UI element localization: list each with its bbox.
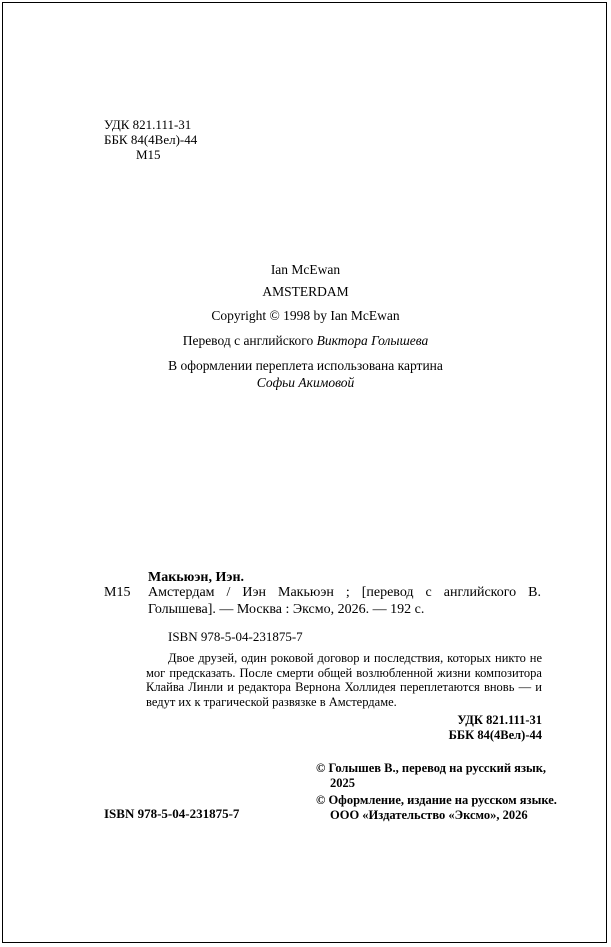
catalog-bbk: ББК 84(4Вел)-44 (448, 728, 542, 742)
classification-codes (104, 117, 197, 162)
translation-copyright-year: 2025 (330, 776, 355, 790)
title-en: AMSTERDAM (262, 284, 349, 299)
translation-copyright: © Голышев В., перевод на русский язык, (316, 761, 547, 775)
catalog-isbn: ISBN 978-5-04-231875-7 (168, 629, 303, 644)
footer-isbn: ISBN 978-5-04-231875-7 (104, 806, 240, 821)
catalog-udk: УДК 821.111-31 (457, 713, 542, 727)
catalog-index: М15 (104, 585, 131, 600)
translation-prefix: Перевод с английского (182, 333, 317, 348)
translator-name: Виктора Голышева (316, 333, 429, 348)
catalog-author: Макьюэн, Иэн. (148, 570, 245, 585)
translation-line (0, 332, 611, 349)
edition-copyright: © Оформление, издание на русском языке. (316, 793, 557, 807)
copyright-notices (316, 761, 557, 823)
author-en: Ian McEwan (270, 262, 341, 277)
catalog-codes (449, 713, 542, 743)
author-mark: М15 (136, 147, 161, 162)
catalog-bibliographic: Амстердам / Иэн Макьюэн ; [перевод с английского В. Голышева]. — Москва : Эксмо, 2026. — 192 с. (148, 585, 541, 617)
publisher-copyright: ООО «Издательство «Эксмо», 2026 (330, 808, 528, 822)
bbk-code: ББК 84(4Вел)-44 (104, 132, 198, 147)
cover-note: В оформлении переплета использована картина (168, 358, 443, 373)
cover-artist: Софьи Акимовой (256, 375, 355, 390)
copyright-line: Copyright © 1998 by Ian McEwan (211, 308, 400, 323)
catalog-annotation: Двое друзей, один роковой договор и последствия, которых никто не мог предсказать. После смерти общей возлюбленной жизни композитора Клайва Линли и редактора Вернона Холлидея переплетаются вновь — и ведут их к трагической развязке в Амстердаме. (146, 651, 542, 709)
udk-code: УДК 821.111-31 (104, 117, 192, 132)
